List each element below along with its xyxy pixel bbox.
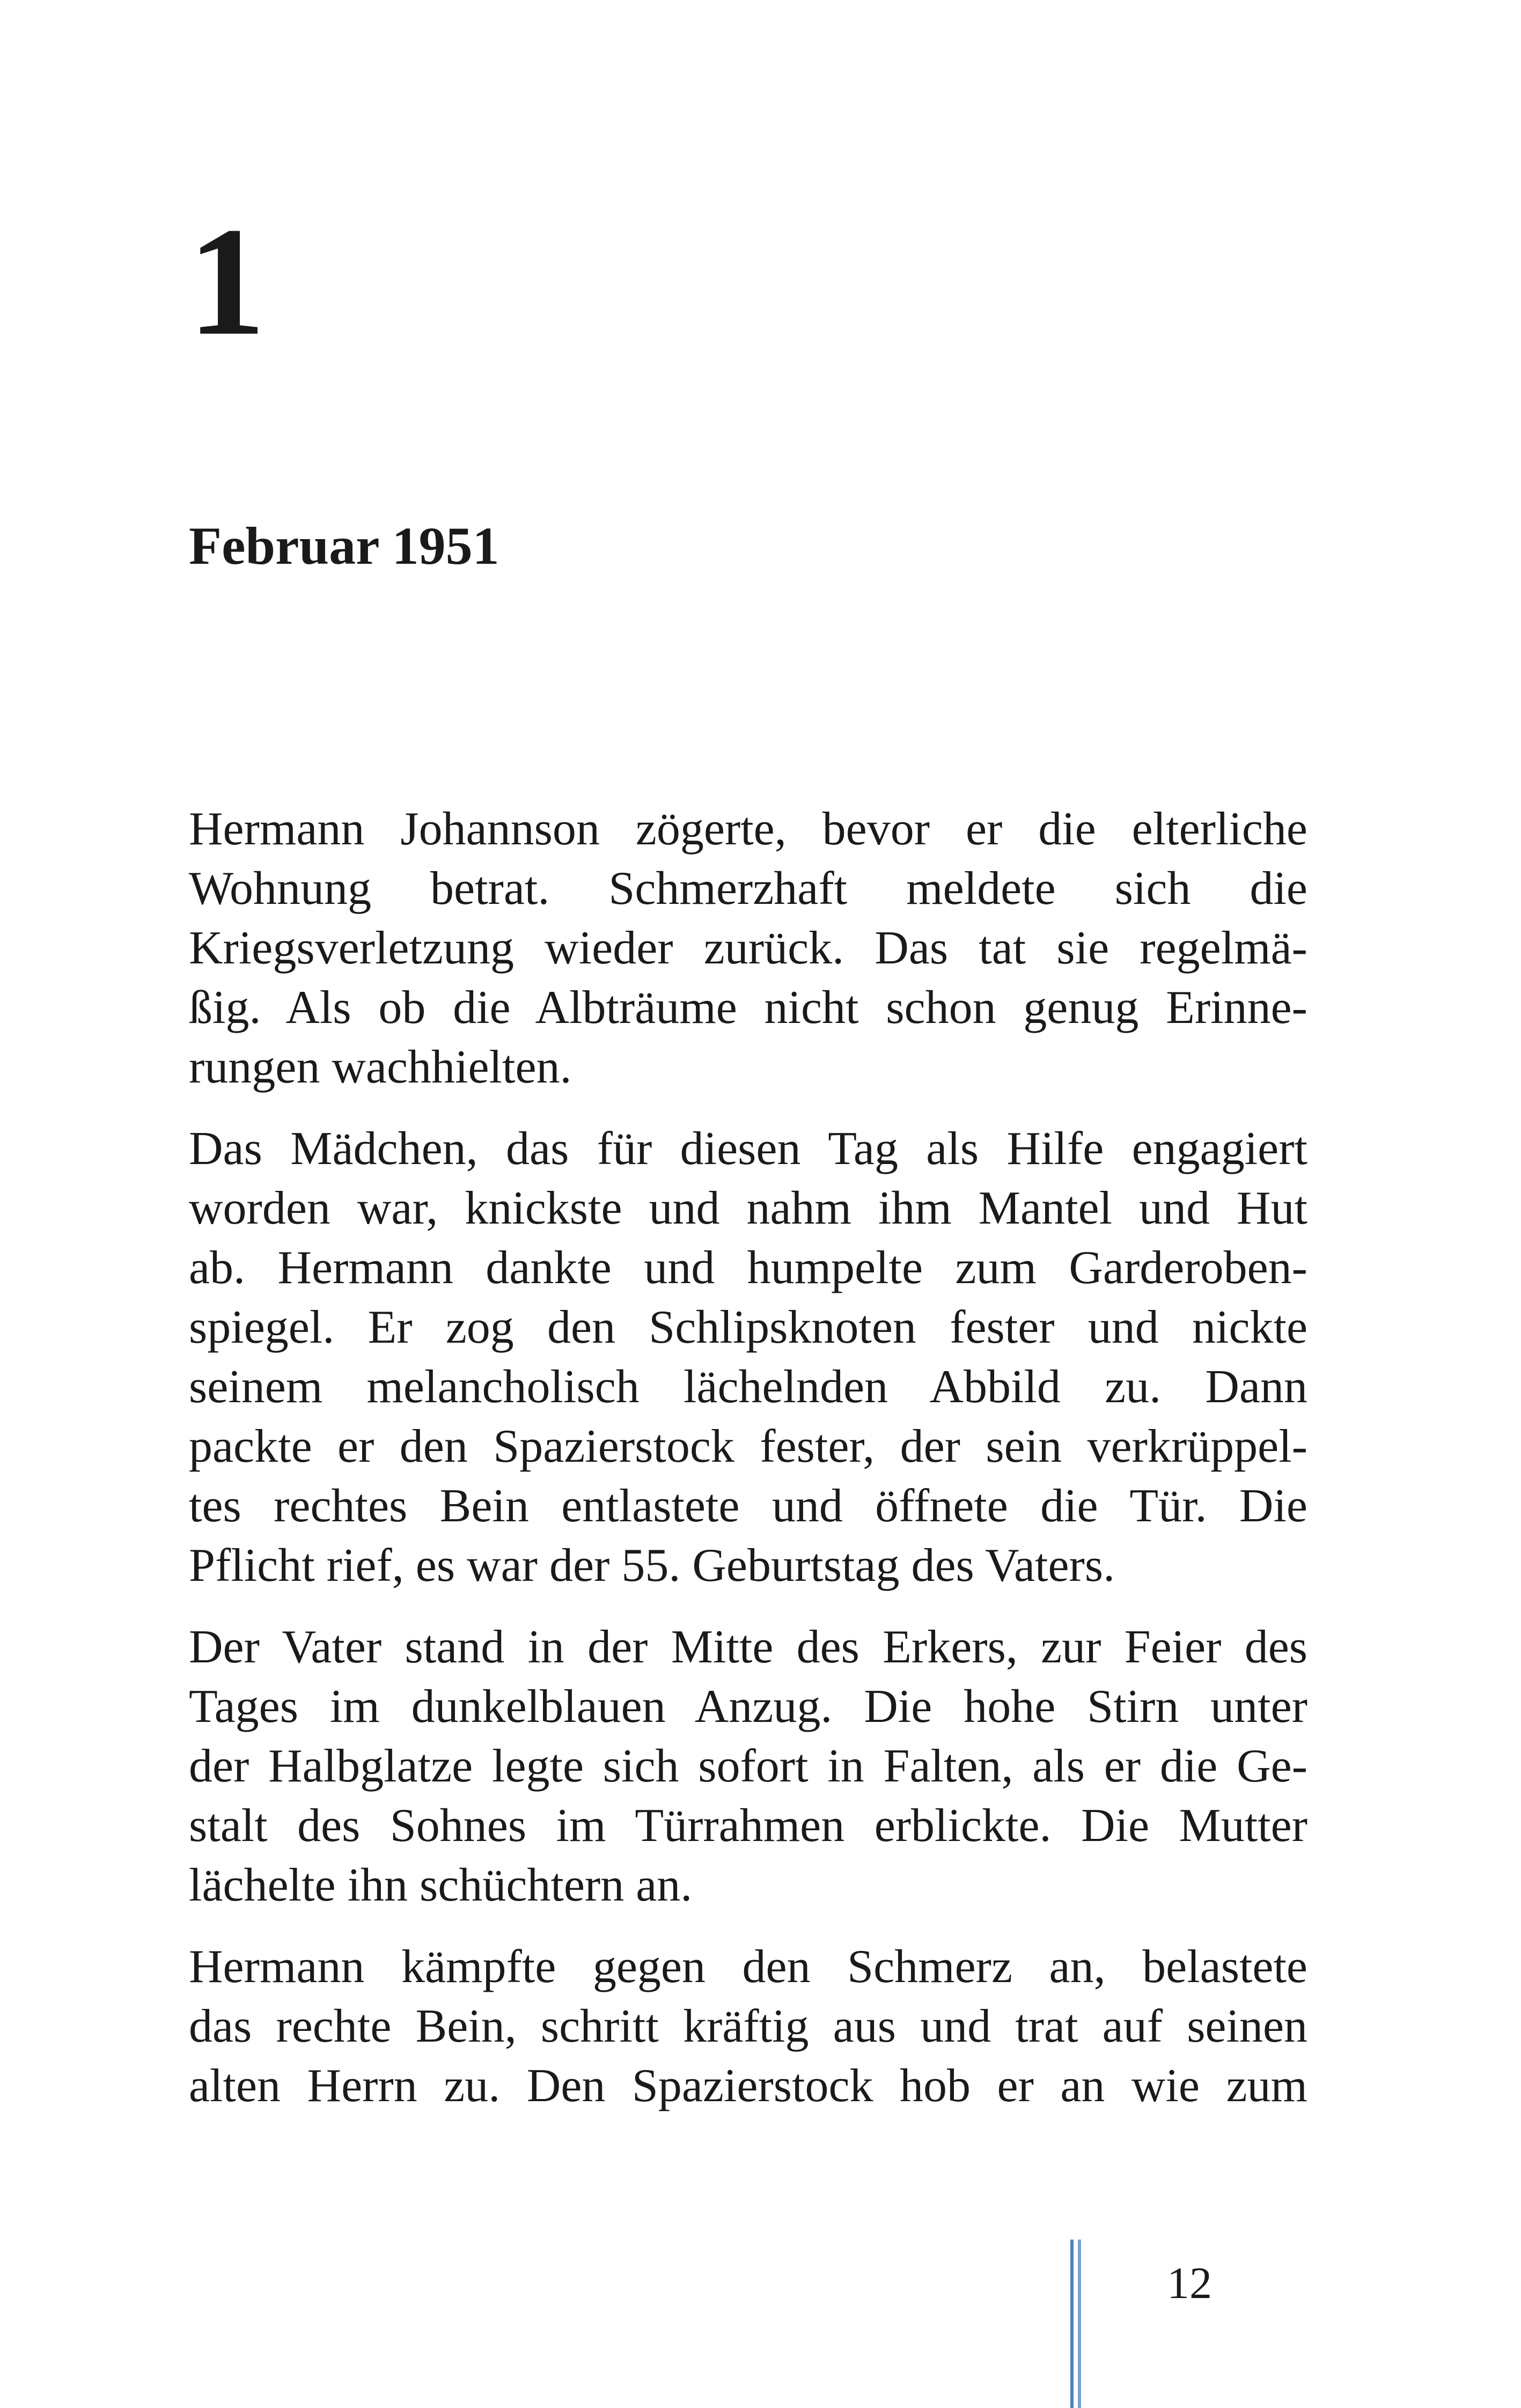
text-line: Das Mädchen, das für diesen Tag als Hilfe engagiert: [189, 1123, 1307, 1175]
footer-rule-line: [1070, 2240, 1074, 2408]
text-line: lächelte ihn schüchtern an.: [189, 1859, 693, 1911]
text-line: stalt des Sohnes im Türrahmen erblickte. Die Mutter: [189, 1800, 1307, 1852]
text-line: Der Vater stand in der Mitte des Erkers, zur Feier des: [189, 1621, 1307, 1673]
text-line: seinem melancholisch lächelnden Abbild zu. Dann: [189, 1361, 1307, 1413]
text-line: Pflicht rief, es war der 55. Geburtstag des Vaters.: [189, 1540, 1115, 1592]
paragraph: [189, 1119, 1307, 1595]
text-line: alten Herrn zu. Den Spazierstock hob er an wie zum: [189, 2060, 1307, 2112]
text-line: spiegel. Er zog den Schlipsknoten fester und nickte: [189, 1301, 1307, 1353]
text-line: rungen wachhielten.: [189, 1041, 572, 1093]
text-line: worden war, knickste und nahm ihm Mantel und Hut: [189, 1182, 1307, 1234]
text-line: Wohnung betrat. Schmerzhaft meldete sich die: [189, 863, 1307, 915]
text-line: das rechte Bein, schritt kräftig aus und trat auf seinen: [189, 2000, 1307, 2052]
footer-rule-line: [1078, 2240, 1081, 2408]
page-number: 12: [1167, 2258, 1212, 2308]
text-line: Hermann Johannson zögerte, bevor er die elterliche: [189, 803, 1307, 855]
chapter-number: 1: [188, 195, 266, 367]
chapter-title: Februar 1951: [189, 516, 499, 576]
text-line: ßig. Als ob die Albträume nicht schon genug Erinne-: [189, 982, 1307, 1034]
text-line: ab. Hermann dankte und humpelte zum Garderoben-: [189, 1242, 1307, 1294]
paragraph: [189, 1937, 1307, 2116]
text-line: Kriegsverletzung wieder zurück. Das tat sie regelmä-: [189, 922, 1307, 974]
text-line: packte er den Spazierstock fester, der sein verkrüppel-: [189, 1420, 1307, 1472]
body-text: [189, 799, 1307, 2138]
footer-rule: [1070, 2240, 1092, 2408]
paragraph: [189, 799, 1307, 1097]
text-line: Tages im dunkelblauen Anzug. Die hohe Stirn unter: [189, 1681, 1307, 1733]
text-line: tes rechtes Bein entlastete und öffnete die Tür. Die: [189, 1480, 1307, 1532]
text-line: der Halbglatze legte sich sofort in Falten, als er die Ge-: [189, 1740, 1307, 1792]
text-line: Hermann kämpfte gegen den Schmerz an, belastete: [189, 1941, 1307, 1993]
paragraph: [189, 1617, 1307, 1915]
